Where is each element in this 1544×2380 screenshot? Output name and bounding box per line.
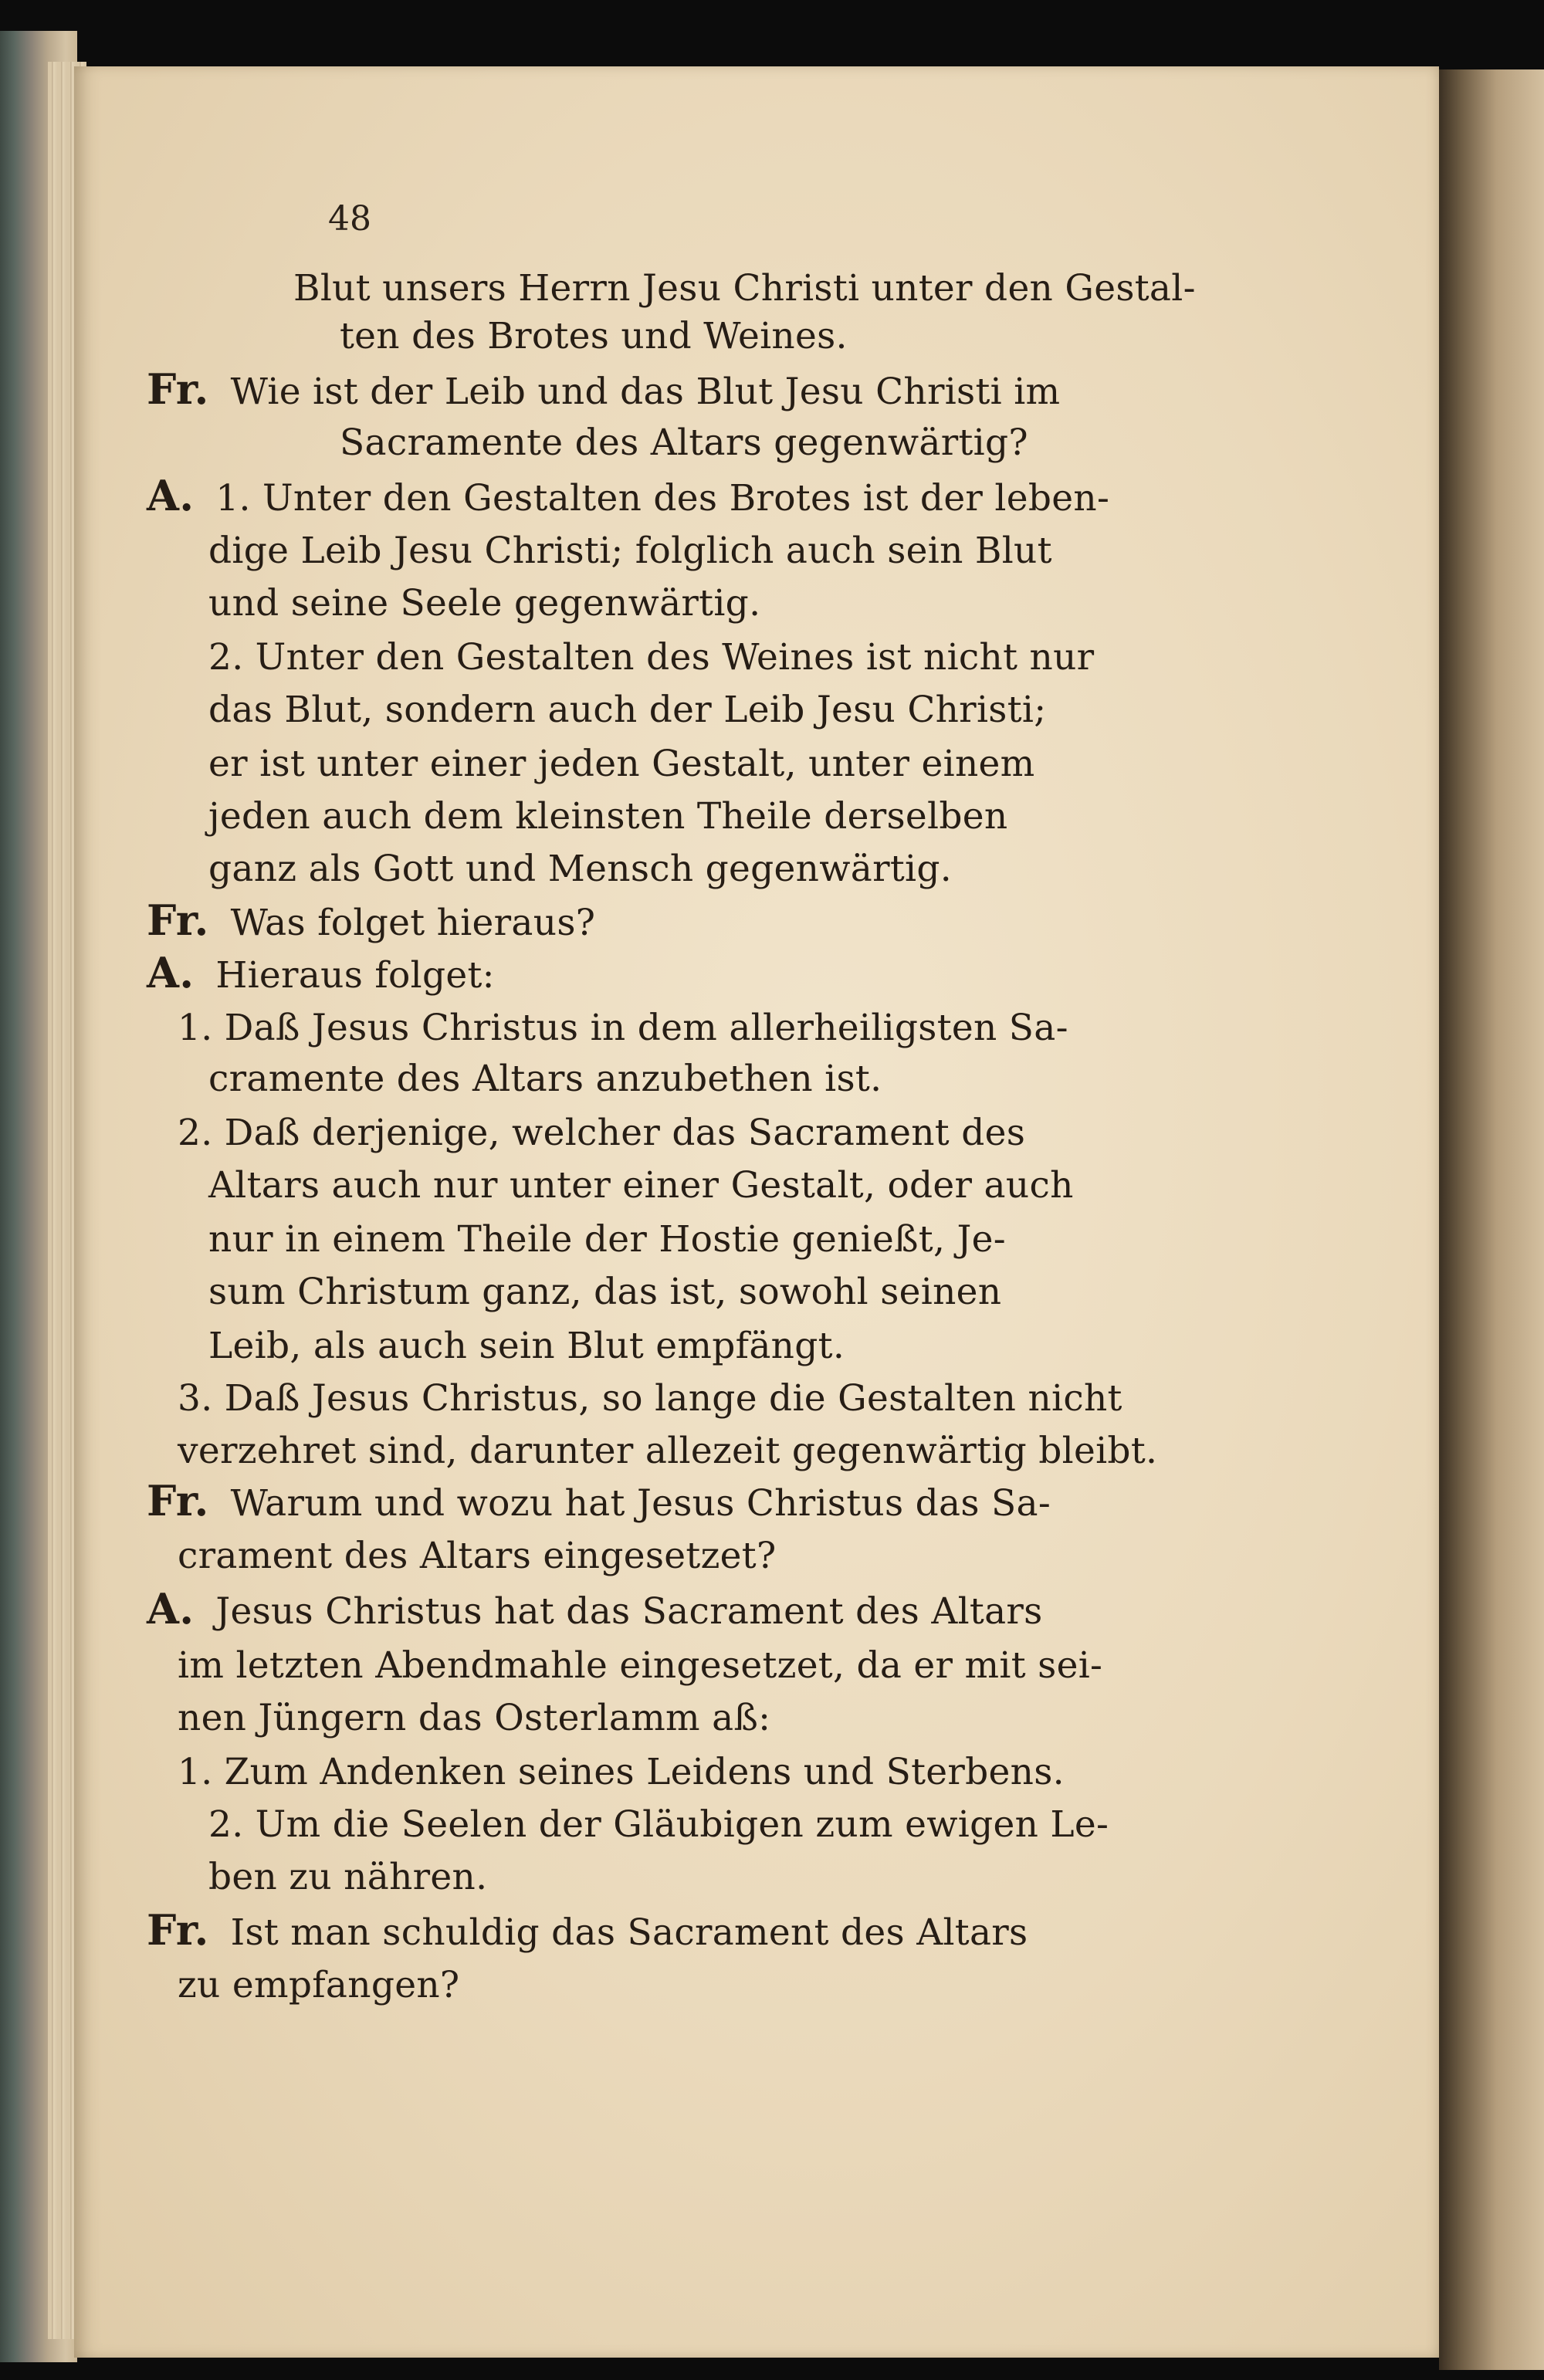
text-line: [178, 1636, 1102, 1690]
line-text: Hieraus folget:: [215, 954, 495, 997]
speaker-label: A.: [147, 948, 195, 997]
text-line: [147, 946, 495, 1000]
text-line: [340, 306, 848, 361]
page-number: 48: [328, 199, 371, 239]
text-line: [208, 1847, 487, 1901]
text-line: [208, 521, 1052, 575]
line-text: 1. Unter den Gestalten des Brotes ist der leben-: [215, 477, 1110, 520]
speaker-label: A.: [147, 1584, 195, 1633]
text-line: [178, 1369, 1122, 1423]
text-line: [208, 839, 952, 893]
speaker-label: Fr.: [147, 1905, 209, 1955]
text-line: [208, 1316, 845, 1370]
text-line: [340, 413, 1028, 467]
line-text: Blut unsers Herrn Jesu Christi unter den Gestal-: [293, 267, 1196, 310]
text-line: [178, 1421, 1157, 1475]
line-text: Warum und wozu hat Jesus Christus das Sa-: [230, 1482, 1051, 1525]
facing-page-edge: [1439, 69, 1544, 2370]
text-line: [208, 628, 1094, 682]
speaker-label: Fr.: [147, 1476, 209, 1525]
text-line: [208, 574, 760, 628]
line-text: er ist unter einer jeden Gestalt, unter einem: [208, 743, 1035, 785]
text-line: [147, 469, 1109, 523]
line-text: cramente des Altars anzubethen ist.: [208, 1058, 882, 1100]
text-line: [208, 734, 1035, 788]
line-text: ben zu nähren.: [208, 1856, 488, 1898]
line-text: Altars auch nur unter einer Gestalt, oder auch: [208, 1164, 1074, 1207]
text-line: [208, 787, 1007, 841]
line-text: dige Leib Jesu Christi; folglich auch sein Blut: [208, 530, 1052, 572]
line-text: Jesus Christus hat das Sacrament des Altars: [215, 1590, 1043, 1633]
line-text: Was folget hieraus?: [230, 902, 596, 944]
line-text: Sacramente des Altars gegenwärtig?: [340, 421, 1028, 464]
line-text: Leib, als auch sein Blut empfängt.: [208, 1325, 845, 1367]
line-text: 3. Daß Jesus Christus, so lange die Gestalten nicht: [178, 1377, 1122, 1420]
line-text: nur in einem Theile der Hostie genießt, Je-: [208, 1218, 1006, 1261]
text-line: [178, 1688, 770, 1742]
line-text: Wie ist der Leib und das Blut Jesu Christi im: [230, 371, 1061, 413]
line-text: ganz als Gott und Mensch gegenwärtig.: [208, 848, 953, 890]
line-text: 1. Zum Andenken seines Leidens und Sterbens.: [178, 1751, 1065, 1793]
line-text: ten des Brotes und Weines.: [340, 315, 848, 357]
line-text: das Blut, sondern auch der Leib Jesu Christi;: [208, 689, 1047, 731]
line-text: 2. Um die Seelen der Gläubigen zum ewigen Le-: [208, 1803, 1109, 1846]
line-text: 2. Unter den Gestalten des Weines ist nicht nur: [208, 636, 1095, 679]
text-line: [147, 1582, 1043, 1636]
line-text: 2. Daß derjenige, welcher das Sacrament des: [178, 1112, 1026, 1154]
line-text: im letzten Abendmahle eingesetzet, da er mit sei-: [178, 1644, 1103, 1687]
line-text: jeden auch dem kleinsten Theile derselben: [208, 795, 1008, 838]
text-line: [178, 998, 1068, 1052]
line-text: zu empfangen?: [178, 1964, 460, 2006]
line-text: crament des Altars eingesetzet?: [178, 1535, 777, 1577]
text-line: [147, 893, 595, 947]
text-line: [208, 1049, 882, 1103]
line-text: sum Christum ganz, das ist, sowohl seinen: [208, 1271, 1002, 1313]
text-line: [178, 1526, 776, 1580]
page-text: [147, 259, 1320, 2034]
text-line: [178, 1955, 459, 2009]
text-line: [147, 1903, 1028, 1957]
text-line: [208, 1210, 1006, 1264]
text-line: [208, 1156, 1074, 1210]
line-text: verzehret sind, darunter allezeit gegenwärtig bleibt.: [178, 1430, 1158, 1472]
speaker-label: A.: [147, 471, 195, 520]
text-line: [147, 1474, 1051, 1528]
text-line: [178, 1742, 1065, 1796]
text-line: [178, 1103, 1025, 1157]
text-line: [208, 680, 1046, 734]
line-text: und seine Seele gegenwärtig.: [208, 582, 761, 625]
text-line: [208, 1262, 1001, 1316]
speaker-label: Fr.: [147, 895, 209, 945]
text-line: [208, 1795, 1109, 1849]
speaker-label: Fr.: [147, 364, 209, 414]
text-line: [147, 362, 1060, 416]
line-text: Ist man schuldig das Sacrament des Altars: [230, 1911, 1028, 1954]
text-line: [293, 259, 1196, 313]
line-text: 1. Daß Jesus Christus in dem allerheiligsten Sa-: [178, 1007, 1068, 1049]
line-text: nen Jüngern das Osterlamm aß:: [178, 1697, 771, 1739]
